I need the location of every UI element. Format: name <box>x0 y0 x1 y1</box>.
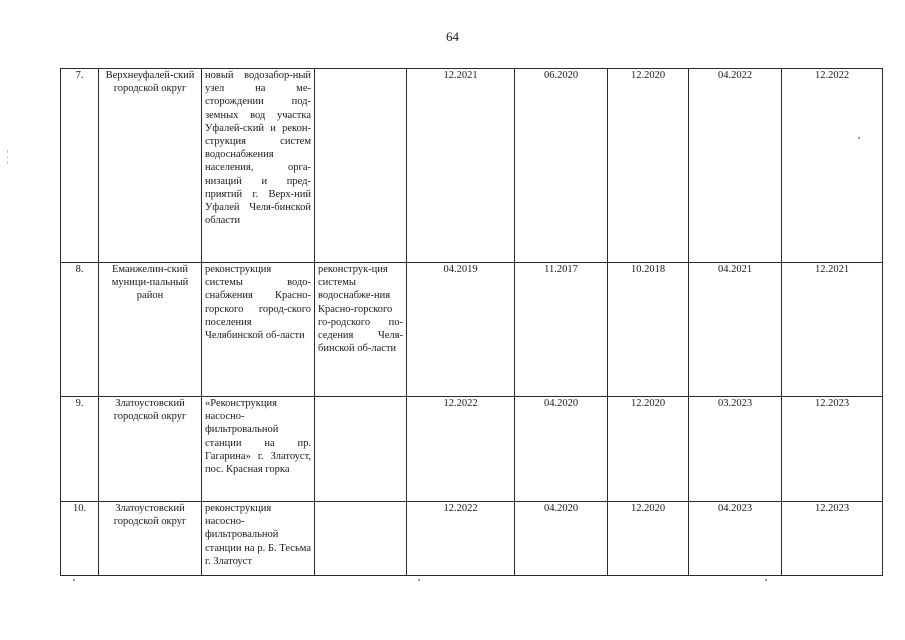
date-cell: 12.2021 <box>782 263 883 397</box>
page-number: 64 <box>446 29 459 44</box>
date-cell: 12.2020 <box>608 502 689 576</box>
row-number: 10. <box>61 502 99 576</box>
date-cell: 04.2022 <box>689 69 782 263</box>
date-cell: 04.2020 <box>515 502 608 576</box>
scan-artifact <box>7 150 8 153</box>
scan-artifact <box>73 579 75 581</box>
date-cell: 04.2021 <box>689 263 782 397</box>
table-row <box>61 502 883 576</box>
date-cell: 12.2022 <box>407 502 515 576</box>
row-number: 7. <box>61 69 99 263</box>
scan-artifact <box>418 579 420 581</box>
municipality-cell: Верхнеуфалей-ский городской округ <box>99 69 202 263</box>
scan-artifact <box>765 579 767 581</box>
date-cell: 11.2017 <box>515 263 608 397</box>
object-secondary-cell <box>315 502 407 576</box>
object-cell: реконструкция системы водо-снабжения Красно-горского город-ского поселения Челябинской об-ласти <box>202 263 315 397</box>
object-cell: реконструкция насосно-фильтровальной станции на р. Б. Тесьма г. Златоуст <box>202 502 315 576</box>
row-number: 8. <box>61 263 99 397</box>
date-cell: 06.2020 <box>515 69 608 263</box>
date-cell: 12.2022 <box>782 69 883 263</box>
municipality-cell: Златоустовский городской округ <box>99 397 202 502</box>
scan-artifact <box>7 156 8 158</box>
table-row <box>61 263 883 397</box>
object-cell: «Реконструкция насосно-фильтровальной станции на пр. Гагарина» г. Златоуст, пос. Красная горка <box>202 397 315 502</box>
municipality-cell: Еманжелин-ский муници-пальный район <box>99 263 202 397</box>
object-secondary-cell: реконструк-ция системы водоснабже-ния Красно-горского го-родского по-седения Челя-бинской об-ласти <box>315 263 407 397</box>
object-secondary-cell <box>315 397 407 502</box>
object-cell: новый водозабор-ный узел на ме-сторождении под-земных вод участка Уфалей-ский и рекон-струкция систем водоснабжения населения, орга-низаций и пред-приятий г. Верх-ний Уфалей Челя-бинской области <box>202 69 315 263</box>
date-cell: 04.2020 <box>515 397 608 502</box>
scan-artifact <box>858 137 860 139</box>
municipality-cell: Златоустовский городской округ <box>99 502 202 576</box>
construction-schedule-table <box>60 68 883 576</box>
date-cell: 12.2022 <box>407 397 515 502</box>
date-cell: 10.2018 <box>608 263 689 397</box>
date-cell: 12.2020 <box>608 69 689 263</box>
table-row <box>61 397 883 502</box>
scan-artifact <box>7 161 8 164</box>
date-cell: 12.2023 <box>782 397 883 502</box>
date-cell: 03.2023 <box>689 397 782 502</box>
date-cell: 04.2023 <box>689 502 782 576</box>
date-cell: 12.2021 <box>407 69 515 263</box>
table-row <box>61 69 883 263</box>
date-cell: 12.2023 <box>782 502 883 576</box>
date-cell: 12.2020 <box>608 397 689 502</box>
date-cell: 04.2019 <box>407 263 515 397</box>
object-secondary-cell <box>315 69 407 263</box>
row-number: 9. <box>61 397 99 502</box>
